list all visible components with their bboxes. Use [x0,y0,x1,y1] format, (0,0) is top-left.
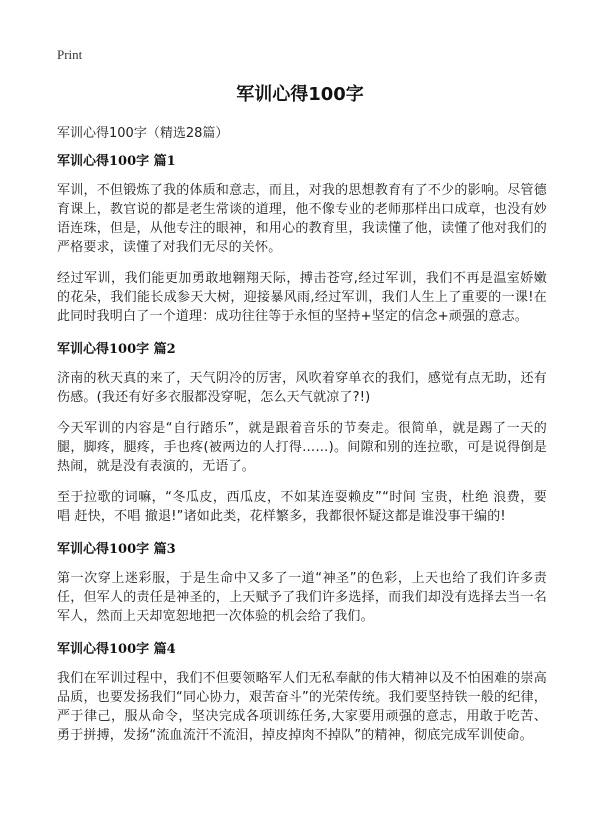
print-link[interactable]: Print [57,47,83,62]
paragraph: 至于拉歌的词嘛，“冬瓜皮，西瓜皮，不如某连耍赖皮”“时间 宝贵，杜绝 浪费，要 唱 赶快，不唱 撤退!”诸如此类，花样繁多，我都很怀疑这都是谁没事干编的! [57,490,547,524]
page-subtitle: 军训心得100字（精选28篇） [57,126,229,141]
section-1 [57,150,547,326]
section-2 [57,338,547,526]
paragraph: 济南的秋天真的来了，天气阴冷的厉害，风吹着穿单衣的我们，感觉有点无助，还有伤感。(我还有好多衣服都没穿呢，怎么天气就凉了?!) [57,371,547,405]
paragraph: 经过军训，我们能更加勇敢地翱翔天际，搏击苍穹,经过军训，我们不再是温室娇嫩的花朵，我们能长成参天大树，迎接暴风雨,经过军训，我们人生上了重要的一课!在此同时我明白了一个道理：成功往往等于永恒的坚持+坚定的信念+顽强的意志。 [57,271,547,324]
section-heading: 军训心得100字 篇3 [57,542,176,557]
section-3 [57,538,547,626]
paragraph: 第一次穿上迷彩服，于是生命中又多了一道“神圣”的色彩，上天也给了我们许多责任，但军人的责任是神圣的，上天赋予了我们许多选择，而我们却没有选择去当一名军人，然而上天却宽恕地把一次体验的机会给了我们。 [57,571,547,624]
page-title: 军训心得100字 [236,84,364,105]
paragraph: 我们在军训过程中，我们不但要领略军人们无私奉献的伟大精神以及不怕困难的崇高品质，也要发扬我们“同心协力，艰苦奋斗”的光荣传统。我们要坚持铁一般的纪律，严于律己，服从命令，坚决完成各项训练任务,大家要用顽强的意志，用敢于吃苦、勇于拼搏，发扬“流血流汗不流泪，掉皮掉肉不掉队”的精神，彻底完成军训使命。 [57,671,547,743]
section-4 [57,638,547,745]
paragraph: 今天军训的内容是“自行踏乐”，就是跟着音乐的节奏走。很简单，就是踢了一天的腿，脚疼，腿疼，手也疼(被两边的人打得……)。间隙和别的连拉歌，可是说得倒是热闹，就是没有表演的，无语了。 [57,421,547,474]
section-heading: 军训心得100字 篇4 [57,642,176,657]
article-body [57,150,547,757]
section-heading: 军训心得100字 篇2 [57,342,176,357]
paragraph: 军训，不但锻炼了我的体质和意志，而且，对我的思想教育有了不少的影响。尽管德育课上，教官说的都是老生常谈的道理，他不像专业的老师那样出口成章，也没有妙语连珠，但是，从他专注的眼神，和用心的教育里，我读懂了他，读懂了他对我们的严格要求，读懂了对我们无尽的关怀。 [57,183,547,255]
section-heading: 军训心得100字 篇1 [57,154,176,169]
